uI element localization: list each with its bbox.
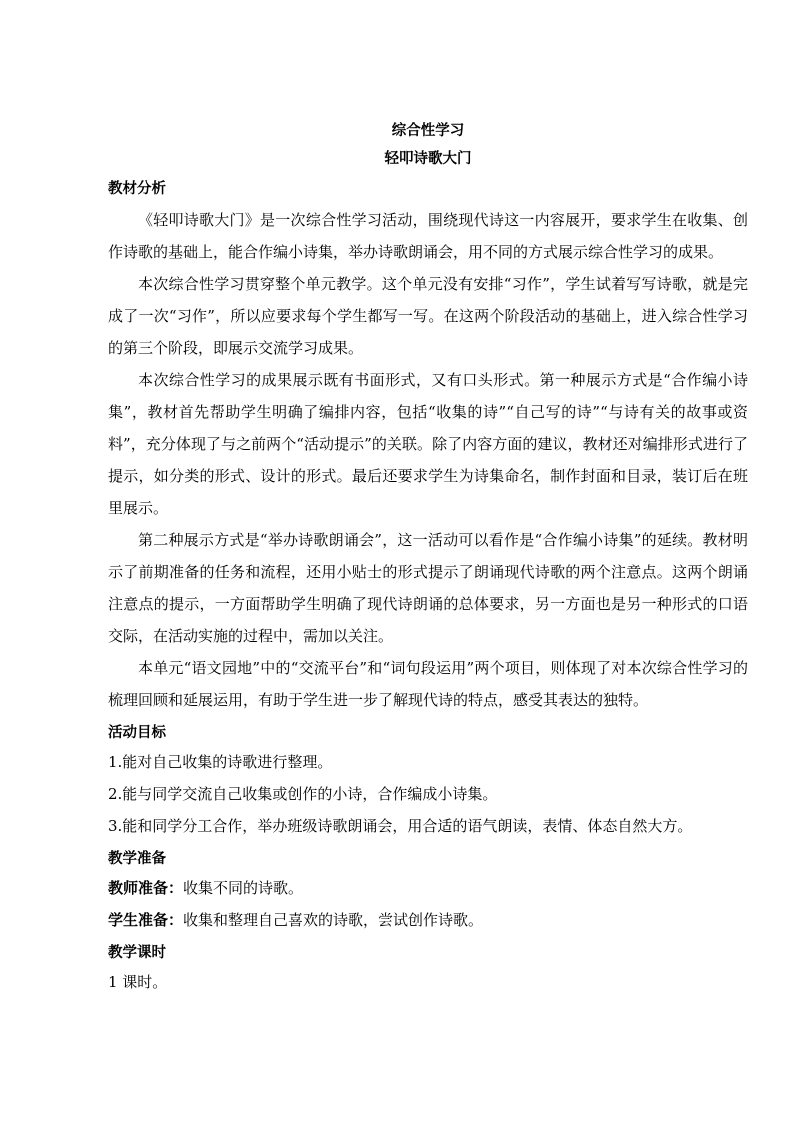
teacher-preparation-label: 教师准备： <box>108 879 184 897</box>
goal-item-1: 1.能对自己收集的诗歌进行整理。 <box>108 753 333 771</box>
student-preparation <box>108 904 748 936</box>
analysis-paragraph-4: 第二种展示方式是“举办诗歌朗诵会”，这一活动可以看作是“合作编小诗集”的延续。教材明示了前期准备的任务和流程，还用小贴士的形式提示了朗诵现代诗歌的两个注意点。这两个朗诵注意点的提示，一方面帮助学生明确了现代诗朗诵的总体要求，另一方面也是另一种形式的口语交际，在活动实施的过程中，需加以关注。 <box>108 531 748 645</box>
document-subtitle: 轻叩诗歌大门 <box>384 150 472 167</box>
document-title: 综合性学习 <box>391 122 465 139</box>
goal-item-2: 2.能与同学交流自己收集或创作的小诗，合作编成小诗集。 <box>108 785 498 803</box>
section-heading-goals: 活动目标 <box>108 724 166 741</box>
section-heading-preparation: 教学准备 <box>108 850 166 867</box>
analysis-paragraph-5: 本单元“语文园地”中的“交流平台”和“词句段运用”两个项目，则体现了对本次综合性学习的梳理回顾和延展运用，有助于学生进一步了解现代诗的特点，感受其表达的独特。 <box>108 659 748 709</box>
goal-item-3: 3.能和同学分工合作，举办班级诗歌朗诵会，用合适的语气朗读，表情、体态自然大方。 <box>108 817 693 835</box>
section-heading-hours: 教学课时 <box>108 944 166 961</box>
document-body <box>108 118 748 998</box>
student-preparation-label: 学生准备： <box>108 911 184 929</box>
analysis-paragraph-3: 本次综合性学习的成果展示既有书面形式，又有口头形式。第一种展示方式是“合作编小诗集”，教材首先帮助学生明确了编排内容，包括“收集的诗”“自己写的诗”“与诗有关的故事或资料”，充分体现了与之前两个“活动提示”的关联。除了内容方面的建议，教材还对编排形式进行了提示，如分类的形式、设计的形式。最后还要求学生为诗集命名，制作封面和目录，装订后在班里展示。 <box>108 371 748 517</box>
section-heading-analysis: 教材分析 <box>108 180 166 197</box>
teaching-hours: 1 课时。 <box>108 973 168 991</box>
analysis-paragraph-1: 《轻叩诗歌大门》是一次综合性学习活动，围绕现代诗这一内容展开，要求学生在收集、创作诗歌的基础上，能合作编小诗集，举办诗歌朗诵会，用不同的方式展示综合性学习的成果。 <box>108 211 748 261</box>
analysis-paragraph-2: 本次综合性学习贯穿整个单元教学。这个单元没有安排“习作”，学生试着写写诗歌，就是完成了一次“习作”，所以应要求每个学生都写一写。在这两个阶段活动的基础上，进入综合性学习的第三个阶段，即展示交流学习成果。 <box>108 275 748 357</box>
student-preparation-text: 收集和整理自己喜欢的诗歌，尝试创作诗歌。 <box>183 911 484 929</box>
teacher-preparation <box>108 872 748 904</box>
teacher-preparation-text: 收集不同的诗歌。 <box>183 879 304 897</box>
